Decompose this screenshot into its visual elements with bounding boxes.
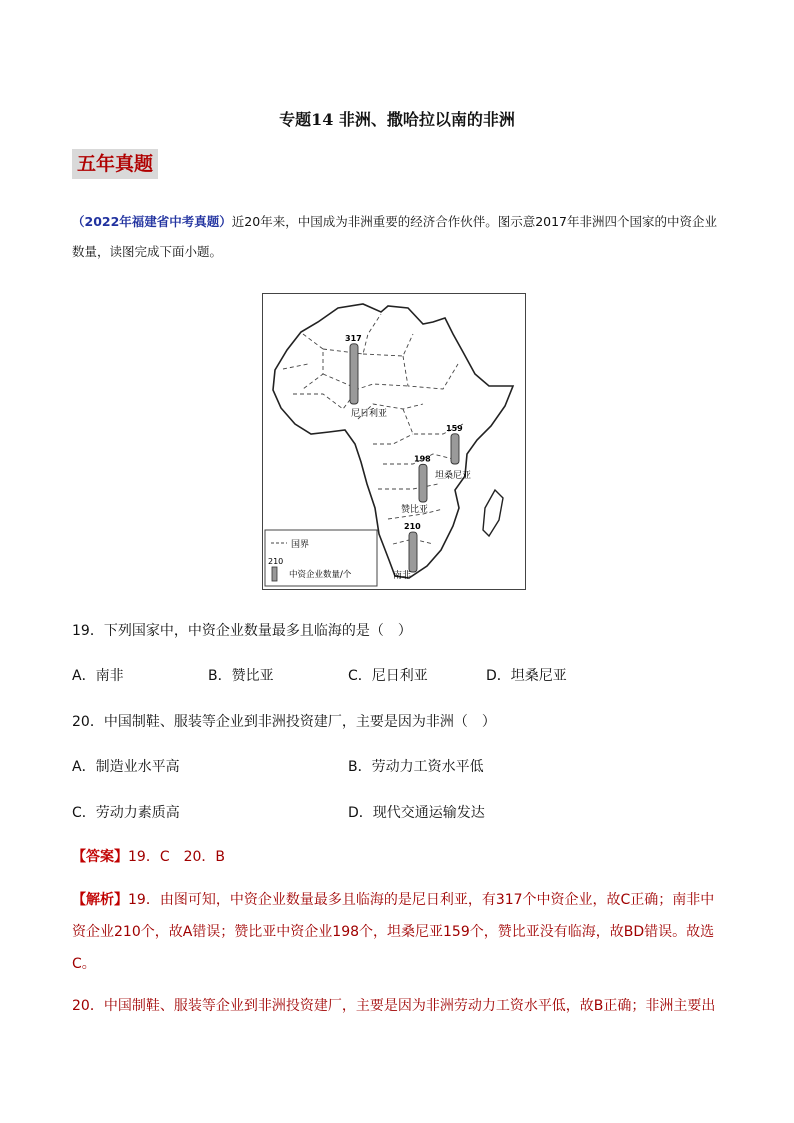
- bar-2: [419, 464, 427, 502]
- madagascar-outline: [483, 490, 503, 536]
- analysis-paragraph-2: 20．中国制鞋、服装等企业到非洲投资建厂，主要是因为非洲劳动力工资水平低，故B正确；非洲主要出: [72, 998, 716, 1014]
- q20-option-d: D．现代交通运输发达: [348, 805, 485, 821]
- answer-text: 19．C 20．B: [128, 849, 226, 865]
- question-20-stem: 20．中国制鞋、服装等企业到非洲投资建厂，主要是因为非洲（ ）: [72, 714, 496, 730]
- country-label-2: 赞比亚: [401, 505, 429, 515]
- bar-1: [451, 434, 459, 464]
- africa-map-figure: [262, 293, 526, 590]
- legend-bar-label: 中资企业数量/个: [289, 570, 352, 580]
- bar-value-label-2: 198: [414, 454, 431, 464]
- q19-option-a: A．南非: [72, 668, 124, 684]
- section-banner: 五年真题: [72, 149, 158, 179]
- analysis-paragraph-1: [72, 884, 722, 980]
- bar-value-label-1: 159: [446, 423, 463, 433]
- q19-option-c: C．尼日利亚: [348, 668, 428, 684]
- bar-value-label-3: 210: [404, 522, 421, 532]
- q20-option-a: A．制造业水平高: [72, 759, 180, 775]
- question-19-stem: 19．下列国家中，中资企业数量最多且临海的是（ ）: [72, 623, 412, 639]
- q20-option-c: C．劳动力素质高: [72, 805, 180, 821]
- answer-line: [72, 846, 225, 866]
- africa-map: [263, 294, 525, 589]
- legend-bar-sample: [272, 567, 277, 581]
- question-source: （2022年福建省中考真题）: [72, 214, 232, 229]
- map-legend: [265, 530, 377, 586]
- intro-text: 近20年来，中国成为非洲重要的经济合作伙伴。图示意2017年非洲四个国家的中资企业数量，读图完成下面小题。: [72, 214, 718, 259]
- q19-option-b: B．赞比亚: [208, 668, 274, 684]
- bar-0: [350, 344, 358, 404]
- analysis-tag: 【解析】: [72, 892, 128, 908]
- q19-option-d: D．坦桑尼亚: [486, 668, 567, 684]
- country-label-1: 坦桑尼亚: [435, 471, 472, 481]
- country-label-3: 南非: [393, 571, 412, 581]
- legend-sample-value: 210: [268, 557, 284, 566]
- country-label-0: 尼日利亚: [351, 409, 388, 419]
- q20-option-b: B．劳动力工资水平低: [348, 759, 484, 775]
- bar-value-label-0: 317: [345, 333, 362, 343]
- analysis-19-text: 19．由图可知，中资企业数量最多且临海的是尼日利亚，有317个中资企业，故C正确；南非中资企业210个，故A错误；赞比亚中资企业198个，坦桑尼亚159个，赞比亚没有临海，故BD错误。故选C。: [72, 892, 715, 972]
- answer-tag: 【答案】: [72, 849, 128, 865]
- intro-paragraph: [72, 207, 722, 267]
- legend-border-label: 国界: [291, 540, 310, 550]
- page-title: 专题14 非洲、撒哈拉以南的非洲: [279, 110, 515, 129]
- bar-3: [409, 532, 417, 572]
